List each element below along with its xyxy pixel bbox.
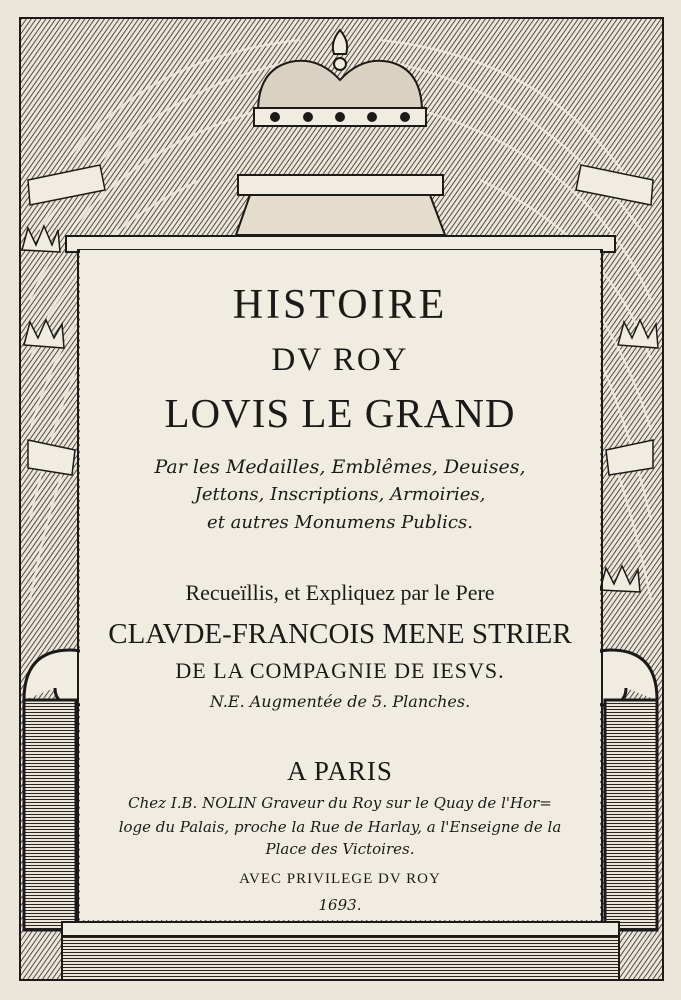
title-line-2: DV ROY (271, 342, 409, 378)
subtitle-line-2: Jettons, Inscriptions, Armoiries, (194, 484, 486, 505)
title-line-3: LOVIS LE GRAND (164, 390, 516, 436)
plinth (62, 922, 619, 980)
author-name: CLAVDE-FRANCOIS MENE STRIER (108, 618, 572, 650)
address-line-3: Place des Victoires. (265, 840, 415, 858)
publication-year: 1693. (318, 896, 362, 914)
imprint-city: A PARIS (287, 756, 393, 786)
subtitle-line-1: Par les Medailles, Emblêmes, Deuises, (154, 456, 526, 478)
address-line-2: loge du Palais, proche la Rue de Harlay, a l'Enseigne de la (118, 818, 562, 836)
collected-by-line: Recueïllis, et Expliquez par le Pere (185, 580, 495, 605)
address-line-1: Chez I.B. NOLIN Graveur du Roy sur le Quay de l'Hor= (128, 794, 552, 812)
privilege-line: AVEC PRIVILEGE DV ROY (239, 871, 441, 887)
subtitle-line-3: et autres Monumens Publics. (207, 512, 473, 533)
title-line-1: HISTOIRE (232, 282, 448, 328)
edition-note: N.E. Augmentée de 5. Planches. (209, 692, 471, 711)
company-line: DE LA COMPAGNIE DE IESVS. (175, 658, 505, 683)
